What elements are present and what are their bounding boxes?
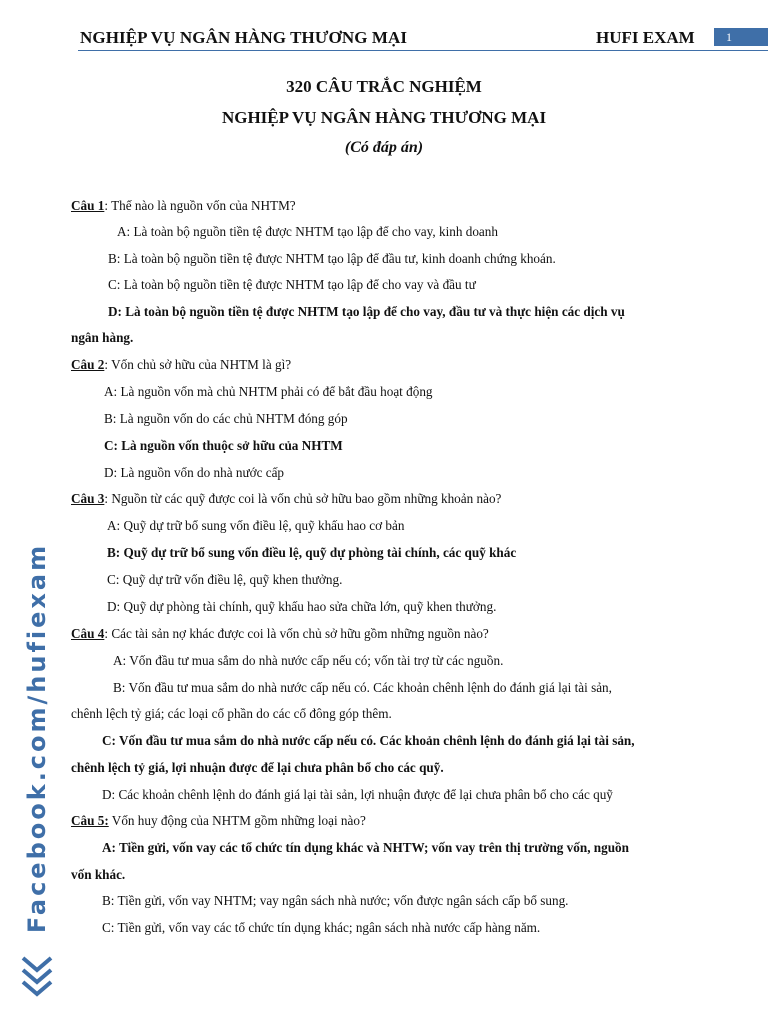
correct-answer-option: B: Quỹ dự trữ bổ sung vốn điều lệ, quỹ dự phòng tài chính, các quỹ khác	[107, 545, 517, 560]
page-number-badge: 1	[714, 28, 768, 46]
double-chevron-down-icon	[20, 954, 54, 1004]
correct-answer-option: A: Tiền gửi, vốn vay các tổ chức tín dụng khác và NHTW; vốn vay trên thị trường vốn, nguồn	[102, 840, 629, 855]
header-course-title: NGHIỆP VỤ NGÂN HÀNG THƯƠNG MẠI	[80, 28, 408, 47]
correct-answer-continuation: vốn khác.	[71, 867, 126, 882]
question-text: Nguồn từ các quỹ được coi là vốn chủ sở hữu bao gồm những khoản nào?	[111, 491, 502, 506]
header-brand: HUFI EXAM	[596, 28, 695, 47]
correct-answer-continuation: chênh lệch tỷ giá, lợi nhuận được để lại chưa phân bổ cho các quỹ.	[71, 760, 444, 775]
answer-option: B: Vốn đầu tư mua sắm do nhà nước cấp nếu có. Các khoản chênh lệnh do đánh giá lại tài sản,	[113, 680, 612, 695]
correct-answer-option: C: Vốn đầu tư mua sắm do nhà nước cấp nếu có. Các khoản chênh lệnh do đánh giá lại tài sản,	[102, 733, 635, 748]
answer-option: B: Là nguồn vốn do các chủ NHTM đóng góp	[104, 411, 348, 426]
answer-option: A: Là toàn bộ nguồn tiền tệ được NHTM tạo lập để cho vay, kinh doanh	[117, 224, 498, 239]
question-text: Các tài sản nợ khác được coi là vốn chủ sở hữu gồm những nguồn nào?	[111, 626, 489, 641]
question-number: Câu 3	[71, 491, 105, 506]
question-number: Câu 4	[71, 626, 105, 641]
question-text: Thế nào là nguồn vốn của NHTM?	[111, 198, 296, 213]
question-separator: :	[104, 357, 112, 372]
answer-option: A: Vốn đầu tư mua sắm do nhà nước cấp nếu có; vốn tài trợ từ các nguồn.	[113, 653, 504, 668]
answer-option: D: Các khoản chênh lệnh do đánh giá lại tài sản, lợi nhuận được để lại chưa phân bổ cho các quỹ	[102, 787, 613, 802]
question-3	[71, 491, 501, 507]
question-5	[71, 813, 366, 829]
question-separator: :	[104, 198, 112, 213]
question-text: Vốn chủ sở hữu của NHTM là gì?	[111, 357, 292, 372]
question-4	[71, 626, 489, 642]
question-number: Câu 1	[71, 198, 105, 213]
correct-answer-option: D: Là toàn bộ nguồn tiền tệ được NHTM tạo lập để cho vay, đầu tư và thực hiện các dịch vụ	[108, 304, 625, 319]
document-subtitle: NGHIỆP VỤ NGÂN HÀNG THƯƠNG MẠI	[221, 108, 547, 127]
question-separator: :	[104, 626, 112, 641]
sidebar-watermark	[14, 540, 60, 936]
answer-option: C: Quỹ dự trữ vốn điều lệ, quỹ khen thưởng.	[107, 572, 343, 587]
document-note: (Có đáp án)	[344, 139, 424, 156]
document-title: 320 CÂU TRẮC NGHIỆM	[286, 77, 482, 96]
answer-option: B: Tiền gửi, vốn vay NHTM; vay ngân sách nhà nước; vốn được ngân sách cấp bổ sung.	[102, 893, 569, 908]
answer-option: B: Là toàn bộ nguồn tiền tệ được NHTM tạo lập để đầu tư, kinh doanh chứng khoán.	[108, 251, 556, 266]
answer-option: C: Là toàn bộ nguồn tiền tệ được NHTM tạo lập để cho vay và đầu tư	[108, 277, 476, 292]
header-divider	[78, 50, 768, 51]
question-number: Câu 5:	[71, 813, 109, 828]
answer-option: A: Quỹ dự trữ bổ sung vốn điều lệ, quỹ khấu hao cơ bản	[107, 518, 405, 533]
correct-answer-continuation: ngân hàng.	[71, 330, 134, 345]
question-text: Vốn huy động của NHTM gồm những loại nào?	[111, 813, 366, 828]
correct-answer-option: C: Là nguồn vốn thuộc sở hữu của NHTM	[104, 438, 343, 453]
answer-option: D: Là nguồn vốn do nhà nước cấp	[104, 465, 285, 480]
page-header	[0, 0, 768, 60]
answer-option: C: Tiền gửi, vốn vay các tổ chức tín dụng khác; ngân sách nhà nước cấp hàng năm.	[102, 920, 541, 935]
question-2	[71, 357, 291, 373]
question-1	[71, 198, 296, 214]
answer-option: A: Là nguồn vốn mà chủ NHTM phải có để bắt đầu hoạt động	[104, 384, 433, 399]
sidebar-facebook-link: Facebook.com/hufiexam	[23, 542, 51, 934]
question-separator: :	[104, 491, 112, 506]
answer-option: D: Quỹ dự phòng tài chính, quỹ khấu hao sửa chữa lớn, quỹ khen thưởng.	[107, 599, 497, 614]
answer-continuation: chênh lệch tỷ giá; các loại cổ phần do các cổ đông góp thêm.	[71, 706, 392, 721]
question-number: Câu 2	[71, 357, 105, 372]
